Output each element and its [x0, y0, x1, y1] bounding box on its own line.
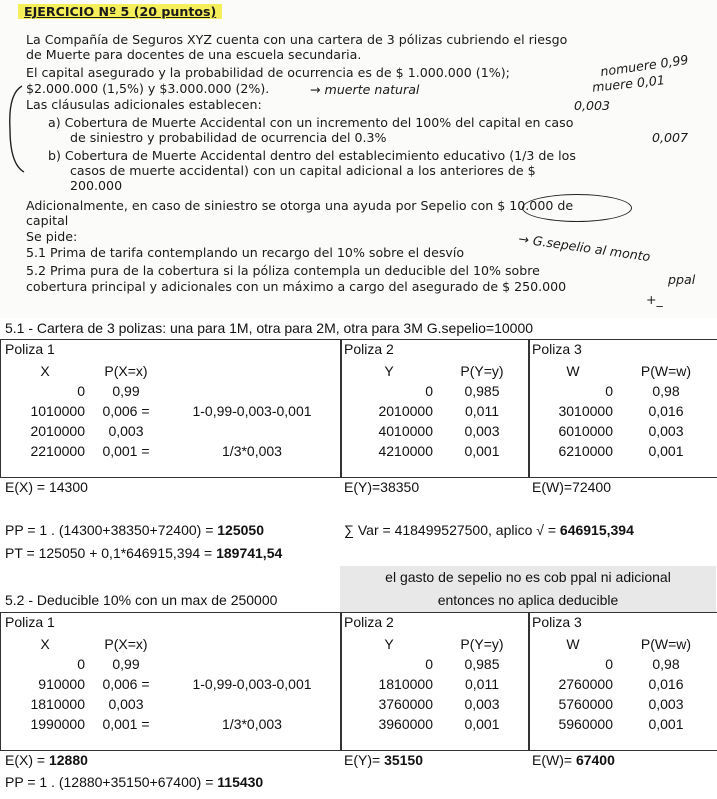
pure-premium-value: 125050 [217, 522, 264, 538]
table-row: 0 0,98 [605, 656, 680, 672]
poliza-2-table [342, 634, 528, 734]
statement-line: b) Cobertura de Muerte Accidental dentro del establecimiento educativo (1/3 de los [48, 148, 576, 163]
table-row: 2010000 0,003 [30, 423, 144, 439]
col-header: P(X=x) [104, 363, 148, 379]
statement-line: 5.1 Prima de tarifa contemplando un recargo del 10% sobre el desvío [26, 245, 465, 260]
expected-value-w: E(W)=72400 [532, 479, 611, 495]
table-row: 4210000 0,001 [378, 443, 500, 459]
table-row: 6010000 0,003 [558, 423, 684, 439]
table-row: 1810000 0,003 [30, 696, 144, 712]
poliza-title: Poliza 1 [5, 341, 55, 357]
expected-value-x: E(X) = 14300 [5, 479, 88, 495]
table-row: 0 0,98 [605, 383, 680, 399]
col-header: P(W=w) [640, 636, 692, 652]
handwritten-note: 0,007 [652, 130, 689, 145]
table-row: 1810000 0,011 [378, 676, 499, 692]
handwritten-note: → G.sepelio al monto [517, 230, 652, 265]
statement-line: Adicionalmente, en caso de siniestro se otorga una ayuda por Sepelio con $ 10.000 de [26, 198, 574, 213]
handwritten-note: 0,003 [574, 98, 611, 113]
statement-line: Se pide: [26, 229, 78, 244]
section-heading: 5.1 - Cartera de 3 polizas: una para 1M, otra para 2M, otra para 3M G.sepelio=10000 [5, 320, 534, 336]
poliza-title: Poliza 1 [5, 614, 55, 630]
note-line: entonces no aplica deducible [437, 592, 619, 608]
variance-line: ∑ Var = 418499527500, aplico √ = 646915,394 [344, 522, 634, 538]
statement-line: La Compañía de Seguros XYZ cuenta con una cartera de 3 pólizas cubriendo el riesgo [26, 32, 568, 47]
tariff-premium-line: PT = 125050 + 0,1*646915,394 = 189741,54 [5, 545, 283, 561]
handwritten-note: muere 0,01 [591, 72, 666, 95]
statement-line: de Muerte para docentes de una escuela secundaria. [26, 47, 362, 62]
poliza-title: Poliza 2 [344, 614, 394, 630]
poliza-title: Poliza 2 [344, 341, 394, 357]
statement-line: cobertura principal y adicionales con un máximo a cargo del asegurado de $ 250.000 [26, 279, 567, 294]
pure-premium-line: PP = 1 . (14300+38350+72400) = 125050 [5, 522, 264, 538]
poliza-title: Poliza 3 [532, 341, 582, 357]
col-header: Y [384, 363, 394, 379]
table-row: 2210000 0,001 = 1/3*0,003 [30, 443, 282, 459]
table-row: 0 0,99 [77, 383, 140, 399]
col-header: P(W=w) [640, 363, 692, 379]
statement-line: capital [26, 213, 69, 228]
expected-value-x: E(X) = 12880 [5, 752, 88, 768]
table-row: 6210000 0,001 [558, 443, 684, 459]
table-row: 3960000 0,001 [378, 716, 500, 732]
statement-line: a) Cobertura de Muerte Accidental con un incremento del 100% del capital en caso [48, 115, 574, 130]
statement-line: El capital asegurado y la probabilidad de ocurrencia es de $ 1.000.000 (1%); [26, 65, 510, 80]
tariff-premium-value: 189741,54 [216, 545, 283, 561]
col-header: X [40, 363, 50, 379]
col-header: P(Y=y) [460, 363, 504, 379]
table-row: 910000 0,006 = 1-0,99-0,003-0,001 [38, 676, 312, 692]
table-row: 3010000 0,016 [558, 403, 684, 419]
scanned-exercise [0, 0, 717, 318]
expected-value-w: E(W)= 67400 [532, 752, 615, 768]
note-line: el gasto de sepelio no es cob ppal ni adicional [385, 569, 671, 585]
col-header: P(Y=y) [460, 636, 504, 652]
std-dev-value: 646915,394 [559, 522, 634, 538]
poliza-title: Poliza 3 [532, 614, 582, 630]
expected-value-y: E(Y)= 35150 [344, 752, 424, 768]
exercise-title: EJERCICIO Nº 5 (20 puntos) [18, 4, 222, 19]
handwritten-note: → muerte natural [310, 82, 420, 97]
col-header: W [566, 363, 580, 379]
table-row: 5760000 0,003 [558, 696, 684, 712]
pure-premium-value: 115430 [217, 774, 264, 790]
handwritten-note: +_ [646, 292, 663, 307]
expected-value-y: E(Y)=38350 [344, 479, 420, 495]
table-row: 2010000 0,011 [378, 403, 499, 419]
statement-line: Las cláusulas adicionales establecen: [26, 97, 262, 112]
col-header: P(X=x) [104, 636, 148, 652]
table-row: 0 0,985 [425, 383, 500, 399]
table-row: 0 0,99 [77, 656, 140, 672]
table-row: 5960000 0,001 [558, 716, 684, 732]
poliza-1-table [2, 361, 340, 461]
col-header: W [566, 636, 580, 652]
table-row: 3760000 0,003 [378, 696, 500, 712]
pure-premium-line: PP = 1 . (12880+35150+67400) = 115430 [5, 774, 264, 790]
table-row: 1990000 0,001 = 1/3*0,003 [30, 716, 282, 732]
handwritten-note: ppal [668, 272, 696, 287]
col-header: Y [384, 636, 394, 652]
handwritten-brace [4, 84, 26, 174]
poliza-1-table [2, 634, 340, 734]
statement-line: casos de muerte accidental) con un capital adicional a los anteriores de $ [70, 163, 536, 178]
statement-line: 200.000 [70, 178, 123, 193]
poliza-3-table [530, 634, 716, 734]
poliza-2-table [342, 361, 528, 461]
table-row: 2760000 0,016 [558, 676, 684, 692]
statement-line: 5.2 Prima pura de la cobertura si la póliza contempla un deducible del 10% sobre [26, 263, 540, 278]
handwritten-circle [522, 194, 632, 222]
handwritten-note: nomuere 0,99 [599, 51, 690, 80]
poliza-3-table [530, 361, 716, 461]
table-row: 1010000 0,006 = 1-0,99-0,003-0,001 [30, 403, 312, 419]
col-header: X [40, 636, 50, 652]
statement-line: $2.000.000 (1,5%) y $3.000.000 (2%). [26, 81, 270, 96]
statement-line: de siniestro y probabilidad de ocurrencia del 0.3% [70, 130, 387, 145]
section-heading: 5.2 - Deducible 10% con un max de 250000 [5, 592, 278, 608]
table-row: 4010000 0,003 [378, 423, 500, 439]
table-row: 0 0,985 [425, 656, 500, 672]
